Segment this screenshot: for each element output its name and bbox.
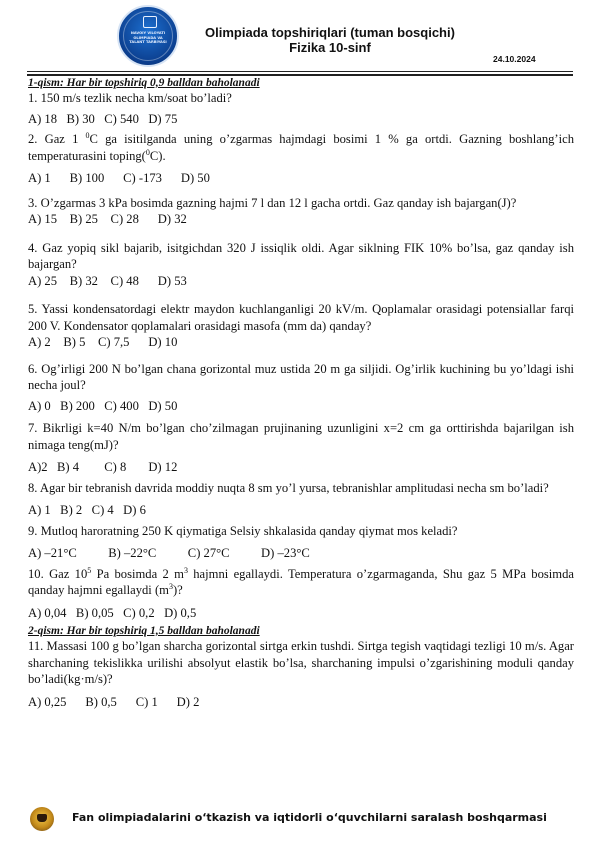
department-logo-icon: [30, 807, 54, 831]
question-text: 3. O’zgarmas 3 kPa bosimda gazning hajmi 7 l dan 12 l gacha ortdi. Gaz qanday ish bajargan(J)?: [28, 195, 517, 210]
question-text: 10. Gaz $10^5$ Pa bosimda 2 $m^3$ hajmni egallaydi. Temperatura o’zgarmaganda, Shu gaz 5 MPa bosimda qanday hajmni egallaydi $(m^3)$?: [28, 565, 574, 597]
question-text: 7. Bikrligi k=40 N/m bo’lgan cho’zilmagan prujinaning uzunligini x=2 cm ga orttirishda bajarilgan ish nimaga teng(mJ)?: [28, 421, 574, 452]
question-text: 1. 150 m/s tezlik necha km/soat bo’ladi?: [28, 91, 232, 105]
title-line-1: Olimpiada topshiriqlari (tuman bosqichi): [205, 25, 455, 40]
book-icon: [143, 16, 157, 28]
answer-options: A)2 B) 4 C) 8 D) 12: [28, 460, 178, 474]
section-heading: 1-qism: Har bir topshiriq 0,9 balldan baholanadi: [28, 77, 260, 89]
answer-options: A) 15 B) 25 C) 28 D) 32: [28, 212, 187, 226]
header-logo: [117, 5, 179, 67]
question-text: 6. Og’irligi 200 N bo’lgan chana gorizontal muz ustida 20 m ga siljidi. Og’irlik kuchining bu yo’ldagi ishi necha joul?: [28, 361, 574, 392]
footer: [30, 805, 570, 833]
page-title: [180, 25, 480, 55]
title-line-2: Fizika 10-sinf: [289, 40, 371, 55]
answer-options: A) 1 B) 100 C) -173 D) 50: [28, 171, 210, 185]
question-text: 2. Gaz 1 $^0$C ga isitilganda uning o’zgarmas hajmdagi bosimi 1 % ga ortdi. Gazning boshlang’ich temperaturasini toping($^0$C).: [28, 130, 574, 163]
question-text: 5. Yassi kondensatordagi elektr maydon kuchlanganligi 20 kV/m. Qoplamalar orasidagi potensiallar farqi 200 V. Kondensator qoplamalari orasidagi masofa (mm da) qanday?: [28, 302, 574, 333]
question-text: 9. Mutloq haroratning 250 K qiymatiga Selsiy shkalasida qanday qiymat mos keladi?: [28, 523, 458, 538]
footer-text: Fan olimpiadalarini o‘tkazish va iqtidorli o‘quvchilarni saralash boshqarmasi: [72, 811, 547, 824]
question-text: 4. Gaz yopiq sikl bajarib, isitgichdan 320 J issiqlik oldi. Agar siklning FIK 10% bo’lsa, gaz qanday ish bajargan?: [28, 240, 574, 271]
question-text: 11. Massasi 100 g bo’lgan sharcha gorizontal sirtga erkin tushdi. Sirtga tegish vaqtidagi tezligi 10 m/s. Agar sharchaning tekislikka urilishi absolyut elastik bo’lsa, sharchaning impulsi o’zgarishining moduli qanday bo’ladi(kg·m/s)?: [28, 639, 574, 686]
answer-options: A) 2 B) 5 C) 7,5 D) 10: [28, 335, 178, 349]
answer-options: A) 0,25 B) 0,5 C) 1 D) 2: [28, 694, 200, 709]
logo-text: NAVOIY VILOYATI OLIMPIADA VA TALANT TARBIYASI: [129, 31, 167, 45]
question-sheet: [28, 76, 574, 710]
answer-options: A) 25 B) 32 C) 48 D) 53: [28, 273, 187, 288]
date: 24.10.2024: [493, 54, 536, 64]
question-text: 8. Agar bir tebranish davrida moddiy nuqta 8 sm yo’l yursa, tebranishlar amplitudasi necha sm bo’ladi?: [28, 480, 549, 495]
answer-options: A) 0,04 B) 0,05 C) 0,2 D) 0,5: [28, 605, 197, 620]
answer-options: A) 1 B) 2 C) 4 D) 6: [28, 503, 146, 517]
answer-options: A) 0 B) 200 C) 400 D) 50: [28, 398, 178, 413]
section-heading: 2-qism: Har bir topshiriq 1,5 balldan baholanadi: [28, 625, 260, 637]
answer-options: A) –21°C B) –22°C C) 27°C D) –23°C: [28, 546, 310, 560]
header-divider: [27, 71, 573, 72]
answer-options: A) 18 B) 30 C) 540 D) 75: [28, 111, 178, 126]
